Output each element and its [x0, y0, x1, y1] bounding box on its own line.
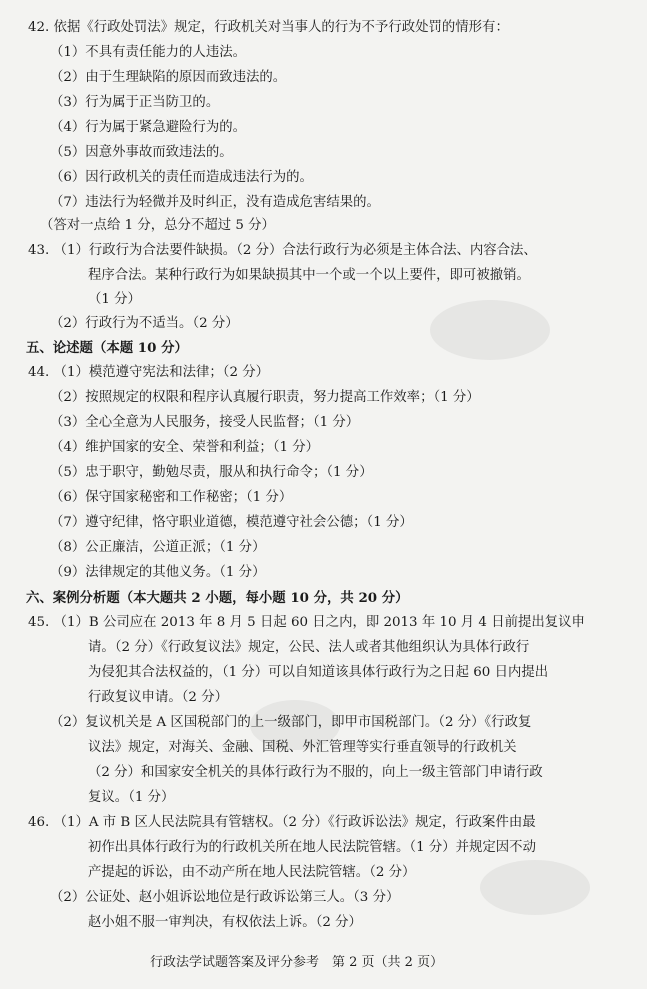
q42-item-6: （6）因行政机关的责任而造成违法行为的。 [50, 170, 313, 185]
scan-speck [480, 860, 590, 915]
q42-item-4: （4）行为属于紧急避险行为的。 [50, 120, 246, 135]
q42-item-2: （2）由于生理缺陷的原因而致违法的。 [50, 70, 287, 85]
q45-line-7: （2 分）和国家安全机关的具体行政行为不服的，向上一级主管部门申请行政 [88, 765, 543, 780]
q42-item-1: （1）不具有责任能力的人违法。 [50, 45, 246, 60]
scan-speck [430, 300, 550, 360]
q45-line-8: 复议。（1 分） [88, 790, 175, 805]
q46-line-4: （2）公证处、赵小姐诉讼地位是行政诉讼第三人。（3 分） [50, 890, 400, 905]
q44-item-1: 44. （1）模范遵守宪法和法律；（2 分） [28, 365, 270, 380]
q44-item-5: （5）忠于职守，勤勉尽责，服从和执行命令；（1 分） [50, 465, 373, 480]
q44-item-9: （9）法律规定的其他义务。（1 分） [50, 565, 266, 580]
q46-line-3: 产提起的诉讼，由不动产所在地人民法院管辖。（2 分） [88, 865, 416, 880]
q42-item-3: （3）行为属于正当防卫的。 [50, 95, 220, 110]
q44-item-3: （3）全心全意为人民服务，接受人民监督；（1 分） [50, 415, 360, 430]
q46-line-2: 初作出具体行政行为的行政机关所在地人民法院管辖。（1 分）并规定因不动 [88, 840, 536, 855]
q42-title: 42. 依据《行政处罚法》规定，行政机关对当事人的行为不予行政处罚的情形有： [28, 20, 509, 35]
q43-line-1: 43. （1）行政行为合法要件缺损。（2 分）合法行政行为必须是主体合法、内容合法、 [28, 243, 537, 258]
q44-item-2: （2）按照规定的权限和程序认真履行职责，努力提高工作效率；（1 分） [50, 390, 480, 405]
q44-item-8: （8）公正廉洁，公道正派；（1 分） [50, 540, 266, 555]
q42-scoring-note: （答对一点给 1 分，总分不超过 5 分） [40, 218, 275, 233]
q43-line-4: （2）行政行为不适当。（2 分） [50, 316, 239, 331]
page-footer: 行政法学试题答案及评分参考 第 2 页（共 2 页） [150, 955, 444, 970]
q46-line-5: 赵小姐不服一审判决，有权依法上诉。（2 分） [88, 915, 362, 930]
q45-line-6: 议法》规定，对海关、金融、国税、外汇管理等实行垂直领导的行政机关 [88, 740, 517, 755]
section-5-heading: 五、论述题（本题 10 分） [26, 340, 188, 356]
q44-item-7: （7）遵守纪律，恪守职业道德，模范遵守社会公德；（1 分） [50, 515, 413, 530]
q45-line-1: 45. （1）B 公司应在 2013 年 8 月 5 日起 60 日之内，即 2013 年 10 月 4 日前提出复议申 [28, 615, 585, 630]
q44-item-4: （4）维护国家的安全、荣誉和利益；（1 分） [50, 440, 320, 455]
q45-line-5: （2）复议机关是 A 区国税部门的上一级部门，即甲市国税部门。（2 分）《行政复 [50, 715, 532, 730]
q43-line-3: （1 分） [88, 292, 141, 307]
q45-line-4: 行政复议申请。（2 分） [88, 690, 228, 705]
q45-line-3: 为侵犯其合法权益的，（1 分）可以自知道该具体行政行为之日起 60 日内提出 [88, 665, 549, 680]
q46-line-1: 46. （1）A 市 B 区人民法院具有管辖权。（2 分）《行政诉讼法》规定，行政案件由最 [28, 815, 536, 830]
q42-item-7: （7）违法行为轻微并及时纠正，没有造成危害结果的。 [50, 195, 380, 210]
q44-item-6: （6）保守国家秘密和工作秘密；（1 分） [50, 490, 293, 505]
q42-item-5: （5）因意外事故而致违法的。 [50, 145, 233, 160]
q43-line-2: 程序合法。某种行政行为如果缺损其中一个或一个以上要件，即可被撤销。 [88, 268, 530, 283]
q45-line-2: 请。（2 分）《行政复议法》规定，公民、法人或者其他组织认为具体行政行 [88, 640, 530, 655]
section-6-heading: 六、案例分析题（本大题共 2 小题，每小题 10 分，共 20 分） [26, 590, 409, 606]
